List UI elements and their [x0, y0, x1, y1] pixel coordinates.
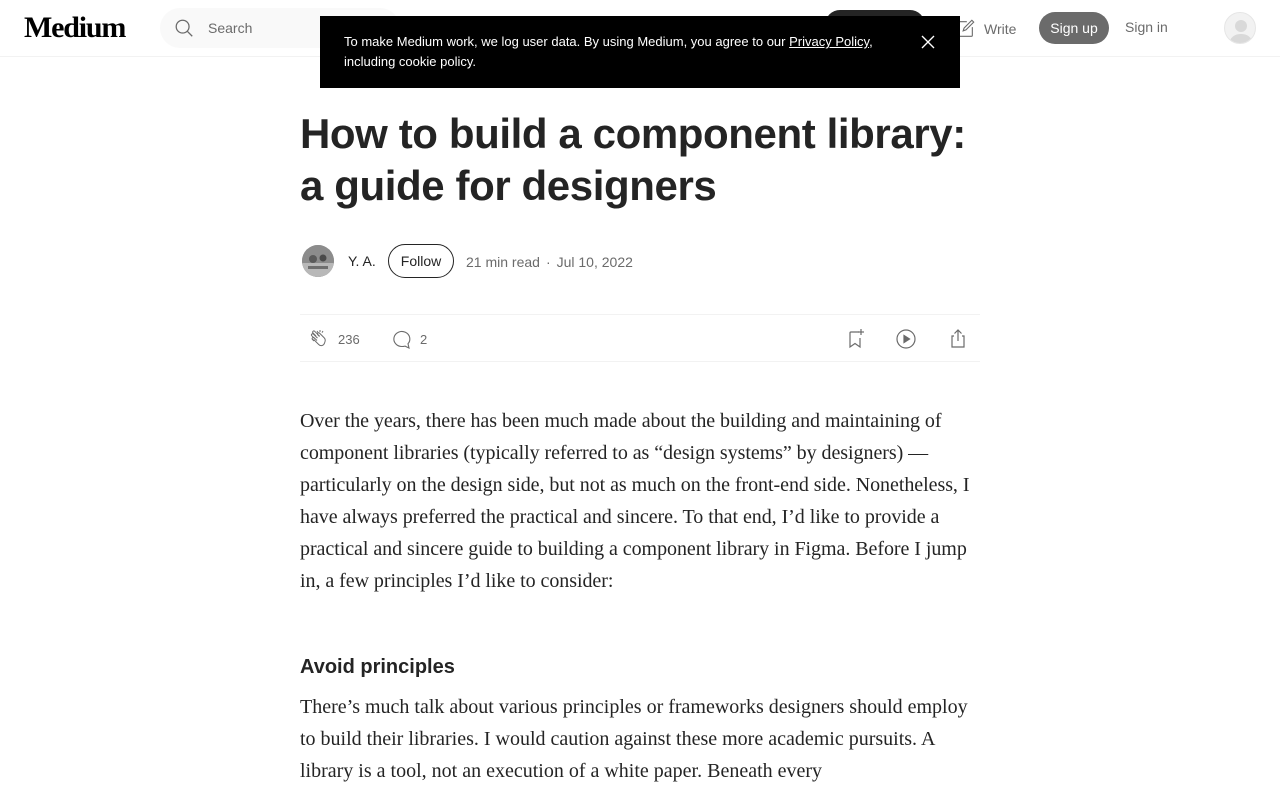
publish-date: Jul 10, 2022 [556, 254, 633, 270]
meta-separator: · [545, 254, 551, 270]
article-title: How to build a component library: a guide for designers [300, 110, 966, 209]
clap-icon [308, 327, 332, 351]
write-label: Write [984, 21, 1017, 37]
search-input[interactable]: Search [208, 20, 253, 36]
cookie-text [344, 32, 904, 72]
article-action-bar [300, 314, 980, 362]
cookie-text-after: , including cookie policy. [344, 34, 873, 69]
read-time: 21 min read [466, 254, 540, 270]
response-icon [390, 327, 414, 351]
signin-link[interactable]: Sign in [1125, 19, 1168, 35]
article-paragraph: Over the years, there has been much made about the building and maintaining of component libraries (typically referred to as “design systems” by designers) — particularly on the design side, but not as much on the front-end side. Nonetheless, I have always preferred the practical and sincere. To that end, I’d like to provide a practical and sincere guide to building a component library in Figma. Before I jump in, a few principles I’d like to consider: [300, 410, 970, 592]
bookmark-add-icon[interactable] [843, 327, 867, 351]
author-avatar[interactable] [302, 245, 334, 277]
author-name[interactable]: Y. A. [348, 253, 376, 269]
follow-button[interactable]: Follow [388, 244, 454, 278]
cookie-banner [320, 16, 960, 88]
close-icon[interactable] [920, 34, 936, 50]
byline [300, 244, 980, 278]
author-photo-icon [302, 245, 334, 277]
share-icon[interactable] [946, 327, 970, 351]
response-count: 2 [420, 331, 428, 347]
privacy-policy-link[interactable]: Privacy Policy [789, 34, 870, 49]
medium-logo[interactable]: Medium [24, 11, 126, 44]
responses-button[interactable] [390, 327, 427, 351]
user-icon [1225, 13, 1256, 44]
clap-count: 236 [338, 331, 360, 347]
signup-button[interactable]: Sign up [1039, 12, 1109, 44]
search-icon [173, 17, 195, 39]
avatar[interactable] [1224, 12, 1256, 44]
article-meta [466, 254, 633, 270]
section-heading: Avoid principles [300, 656, 455, 678]
play-icon[interactable] [894, 327, 918, 351]
article-paragraph: There’s much talk about various principles or frameworks designers should employ to build their libraries. I would caution against these more academic pursuits. A library is a tool, not an execution of a white paper. Beneath every [300, 696, 968, 782]
write-button[interactable] [954, 17, 1016, 41]
cookie-text-before: To make Medium work, we log user data. By using Medium, you agree to our [344, 34, 790, 49]
clap-button[interactable] [308, 327, 360, 351]
